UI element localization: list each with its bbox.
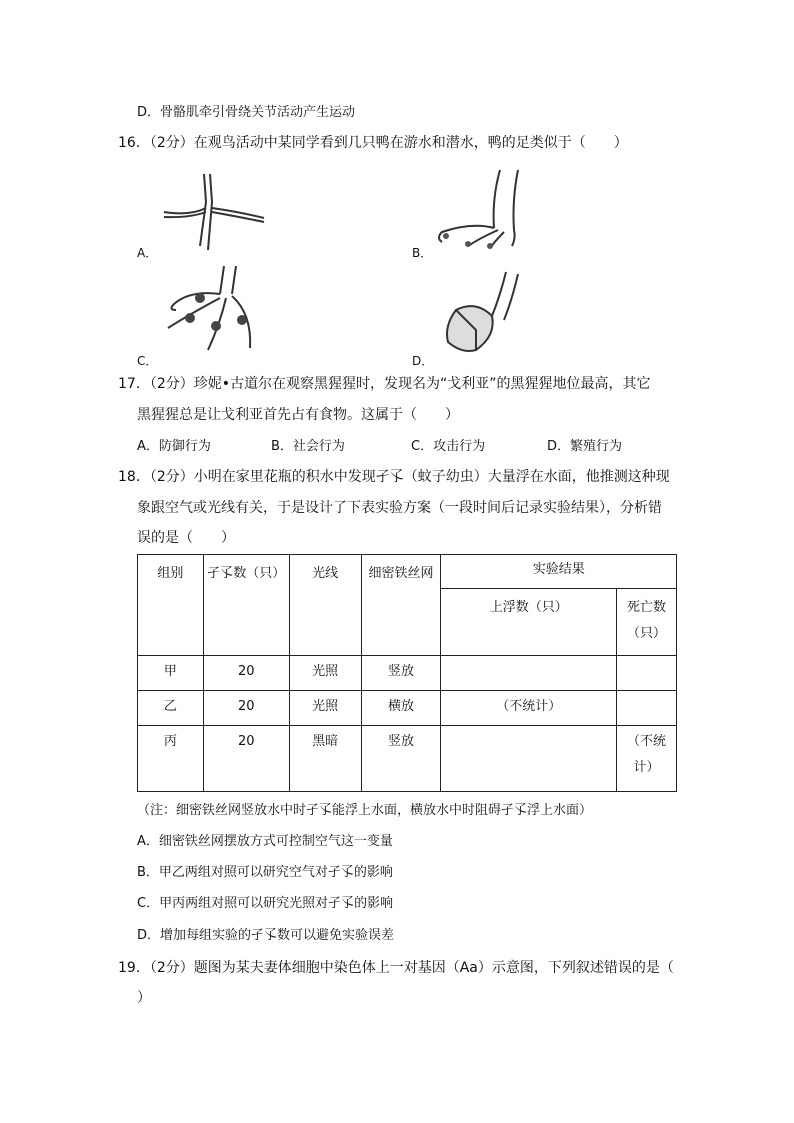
cell-group: 丙: [138, 726, 204, 792]
header-light: 光线: [289, 555, 361, 656]
foot-a-illustration: [160, 172, 270, 254]
q17-option-a: A．防御行为: [137, 439, 211, 454]
q17-option-d: D．繁殖行为: [547, 439, 623, 454]
foot-c-illustration: [160, 264, 260, 356]
cell-dead: [617, 656, 677, 691]
subheader-dead: 死亡数（只）: [617, 589, 677, 656]
q18-stem-line3: 误的是（ ）: [137, 530, 235, 546]
cell-count: 20: [203, 656, 289, 691]
cell-net: 横放: [361, 691, 441, 726]
q16-label-a: A．: [137, 246, 158, 260]
header-count: 孑孓数（只）: [203, 555, 289, 656]
q17-option-c: C．攻击行为: [411, 439, 486, 454]
table-row: [138, 656, 677, 691]
cell-count: 20: [203, 726, 289, 792]
cell-light: 黑暗: [289, 726, 361, 792]
subheader-float: 上浮数（只）: [441, 589, 617, 656]
q18-option-c: C．甲丙两组对照可以研究光照对孑孓的影响: [137, 896, 394, 911]
q18-stem-line2: 象跟空气或光线有关，于是设计了下表实验方案（一段时间后记录实验结果），分析错: [137, 500, 662, 516]
cell-dead: [617, 691, 677, 726]
cell-group: 甲: [138, 656, 204, 691]
q18-note: （注：细密铁丝网竖放水中时孑孓能浮上水面，横放水中时阻碍孑孓浮上水面）: [137, 803, 593, 818]
experiment-table: [137, 554, 677, 792]
q16-label-d: D．: [412, 354, 434, 368]
cell-float: （不统计）: [441, 691, 617, 726]
header-result: 实验结果: [441, 555, 677, 589]
q18-option-d: D．增加每组实验的孑孓数可以避免实验误差: [137, 928, 395, 943]
header-group: 组别: [138, 555, 204, 656]
q19-stem-line1: 19．（2分）题图为某夫妻体细胞中染色体上一对基因（Aa）示意图，下列叙述错误的是（: [118, 960, 674, 976]
cell-count: 20: [203, 691, 289, 726]
q19-stem-line2: ）: [137, 990, 151, 1006]
q16-stem: 16．（2分）在观鸟活动中某同学看到几只鸭在游水和潜水，鸭的足类似于（ ）: [118, 135, 628, 151]
q18-option-b: B．甲乙两组对照可以研究空气对孑孓的影响: [137, 865, 393, 880]
cell-dead: （不统计）: [617, 726, 677, 792]
cell-float: [441, 656, 617, 691]
q17-stem-line2: 黑猩猩总是让戈利亚首先占有食物。这属于（ ）: [137, 407, 459, 423]
q16-label-c: C．: [137, 354, 158, 368]
q17-option-b: B．社会行为: [271, 439, 345, 454]
cell-float: [441, 726, 617, 792]
cell-net: 竖放: [361, 726, 441, 792]
q18-option-a: A．细密铁丝网摆放方式可控制空气这一变量: [137, 834, 393, 849]
cell-light: 光照: [289, 656, 361, 691]
foot-b-illustration: [432, 168, 528, 250]
q15-option-d: D．骨骼肌牵引骨绕关节活动产生运动: [137, 105, 356, 120]
table-row: [138, 691, 677, 726]
table-row: [138, 726, 677, 792]
header-net: 细密铁丝网: [361, 555, 441, 656]
cell-group: 乙: [138, 691, 204, 726]
cell-light: 光照: [289, 691, 361, 726]
q16-label-b: B．: [412, 246, 433, 260]
q17-stem-line1: 17．（2分）珍妮•古道尔在观察黑猩猩时，发现名为“戈利亚”的黑猩猩地位最高，其它: [118, 376, 651, 392]
foot-d-illustration: [436, 270, 526, 358]
q18-stem-line1: 18．（2分）小明在家里花瓶的积水中发现孑孓（蚊子幼虫）大量浮在水面，他推测这种现: [118, 469, 670, 485]
cell-net: 竖放: [361, 656, 441, 691]
